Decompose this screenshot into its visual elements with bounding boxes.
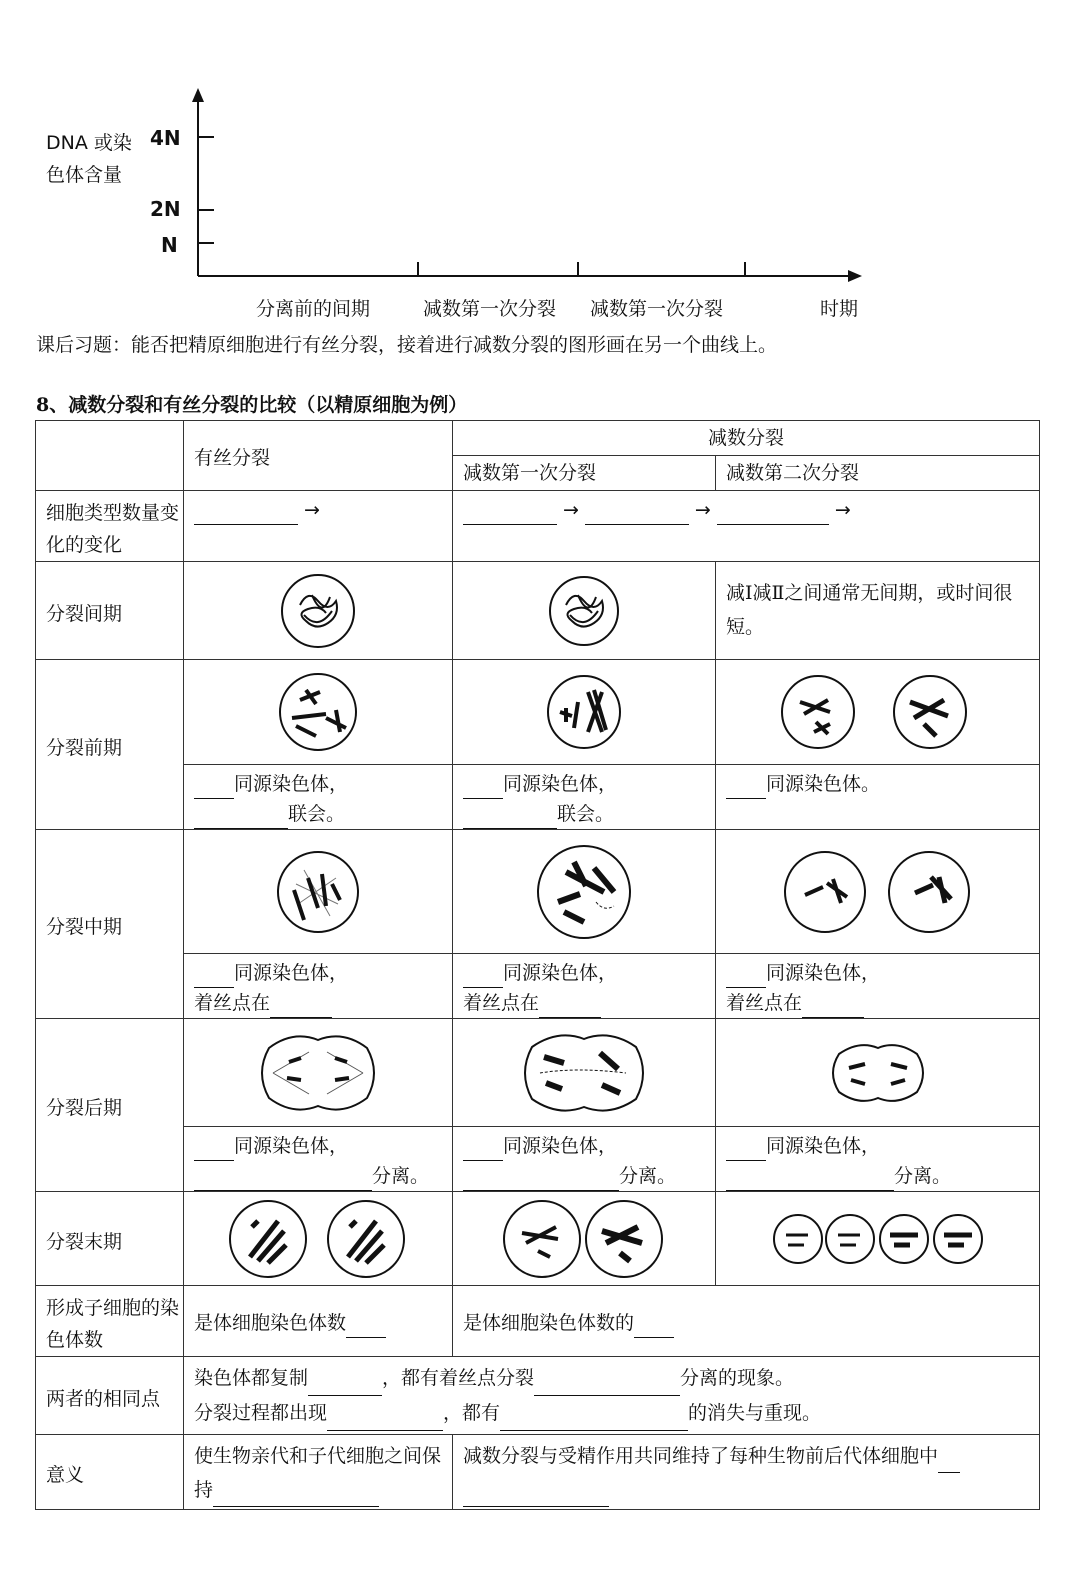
- metaphase-meiosis1-image: [453, 830, 716, 954]
- meaning-meiosis: [453, 1435, 1040, 1510]
- homework-question: 课后习题：能否把精原细胞进行有丝分裂，接着进行减数分裂的图形画在另一个曲线上。: [36, 334, 778, 356]
- anaphase-meiosis1-image: [453, 1019, 716, 1127]
- prophase-meiosis1-line1: 同源染色体，: [503, 773, 618, 795]
- metaphase-meiosis1-line1: 同源染色体，: [503, 962, 618, 984]
- common-1b: ，都有着丝点分裂: [382, 1367, 535, 1389]
- x-label-meiosis-2: 减数第一次分裂: [590, 298, 724, 320]
- common-2c: 的消失与重现。: [688, 1402, 822, 1424]
- metaphase-meiosis2-text: [716, 954, 1040, 1019]
- common-1a: 染色体都复制: [194, 1367, 309, 1389]
- row-label-prophase: 分裂前期: [36, 660, 184, 830]
- y-axis-label-line2: 色体含量: [46, 164, 123, 186]
- anaphase-mitosis-text: [184, 1127, 453, 1192]
- anaphase-mitosis-image: [184, 1019, 453, 1127]
- x-label-meiosis-1: 减数第一次分裂: [423, 298, 557, 320]
- prophase-meiosis2-text: [716, 765, 1040, 830]
- prophase-meiosis2-image: [716, 660, 1040, 765]
- row-label-telophase: 分裂末期: [36, 1192, 184, 1286]
- cell-type-mitosis: →: [184, 491, 453, 562]
- row-label-anaphase: 分裂后期: [36, 1019, 184, 1192]
- anaphase-meiosis2-line1: 同源染色体，: [766, 1135, 881, 1157]
- anaphase-mitosis-line2: 分离。: [372, 1165, 430, 1187]
- common-2a: 分裂过程都出现: [194, 1402, 328, 1424]
- meaning-mitosis-text: 使生物亲代和子代细胞之间保持: [194, 1445, 442, 1501]
- anaphase-meiosis1-text: [453, 1127, 716, 1192]
- prophase-mitosis-image: [184, 660, 453, 765]
- anaphase-meiosis1-line2: 分离。: [619, 1165, 677, 1187]
- row-label-cell-type: 细胞类型数量变化的变化: [36, 491, 184, 562]
- metaphase-mitosis-line2: 着丝点在: [194, 992, 271, 1014]
- metaphase-meiosis2-line1: 同源染色体，: [766, 962, 881, 984]
- row-label-interphase: 分裂间期: [36, 562, 184, 660]
- anaphase-meiosis1-line1: 同源染色体，: [503, 1135, 618, 1157]
- telophase-mitosis-image: [184, 1192, 453, 1286]
- y-tick-2n: 2N: [150, 197, 181, 221]
- anaphase-meiosis2-line2: 分离。: [894, 1165, 952, 1187]
- metaphase-mitosis-text: [184, 954, 453, 1019]
- prophase-meiosis1-image: [453, 660, 716, 765]
- section-title: 8、减数分裂和有丝分裂的比较（以精原细胞为例）: [36, 394, 468, 416]
- meaning-meiosis-text: 减数分裂与受精作用共同维持了每种生物前后代体细胞中: [463, 1445, 939, 1467]
- meaning-mitosis: [184, 1435, 453, 1510]
- metaphase-mitosis-image: [184, 830, 453, 954]
- prophase-mitosis-text: [184, 765, 453, 830]
- cell-type-meiosis: → → →: [453, 491, 1040, 562]
- dna-content-graph-axes: [0, 80, 900, 290]
- y-tick-4n: 4N: [150, 126, 181, 150]
- telophase-meiosis1-image: [453, 1192, 716, 1286]
- row-label-meaning: 意义: [36, 1435, 184, 1510]
- y-tick-n: N: [161, 233, 178, 257]
- common-2b: ，都有: [443, 1402, 501, 1424]
- telophase-meiosis2-image: [716, 1192, 1040, 1286]
- metaphase-meiosis1-text: [453, 954, 716, 1019]
- header-meiosis: 减数分裂: [453, 421, 1040, 456]
- daughter-meiosis-text: 是体细胞染色体数的: [463, 1312, 635, 1334]
- x-label-interphase: 分离前的间期: [256, 298, 371, 320]
- daughter-meiosis: [453, 1286, 1040, 1357]
- prophase-mitosis-line2: 联会。: [288, 803, 346, 825]
- row-label-metaphase: 分裂中期: [36, 830, 184, 1019]
- header-mitosis: 有丝分裂: [184, 421, 453, 491]
- metaphase-meiosis2-image: [716, 830, 1040, 954]
- anaphase-mitosis-line1: 同源染色体，: [234, 1135, 349, 1157]
- anaphase-meiosis2-image: [716, 1019, 1040, 1127]
- interphase-meiosis1-image: [453, 562, 716, 660]
- prophase-meiosis2-line1: 同源染色体。: [766, 773, 881, 795]
- metaphase-mitosis-line1: 同源染色体，: [234, 962, 349, 984]
- anaphase-meiosis2-text: [716, 1127, 1040, 1192]
- x-label-period: 时期: [820, 298, 859, 320]
- metaphase-meiosis1-line2: 着丝点在: [463, 992, 540, 1014]
- metaphase-meiosis2-line2: 着丝点在: [726, 992, 803, 1014]
- row-label-daughter: 形成子细胞的染色体数: [36, 1286, 184, 1357]
- daughter-mitosis-text: 是体细胞染色体数: [194, 1312, 347, 1334]
- prophase-mitosis-line1: 同源染色体，: [234, 773, 349, 795]
- daughter-mitosis: [184, 1286, 453, 1357]
- y-axis-label-line1: DNA 或染: [46, 132, 132, 154]
- common-points: [184, 1357, 1040, 1435]
- prophase-meiosis1-text: [453, 765, 716, 830]
- prophase-meiosis1-line2: 联会。: [557, 803, 615, 825]
- comparison-table: [35, 420, 1040, 1510]
- header-corner: [36, 421, 184, 491]
- interphase-note: 减Ⅰ减Ⅱ之间通常无间期，或时间很短。: [716, 562, 1040, 660]
- header-meiosis-2: 减数第二次分裂: [716, 456, 1040, 491]
- common-1c: 分离的现象。: [680, 1367, 795, 1389]
- row-label-common: 两者的相同点: [36, 1357, 184, 1435]
- header-meiosis-1: 减数第一次分裂: [453, 456, 716, 491]
- interphase-mitosis-image: [184, 562, 453, 660]
